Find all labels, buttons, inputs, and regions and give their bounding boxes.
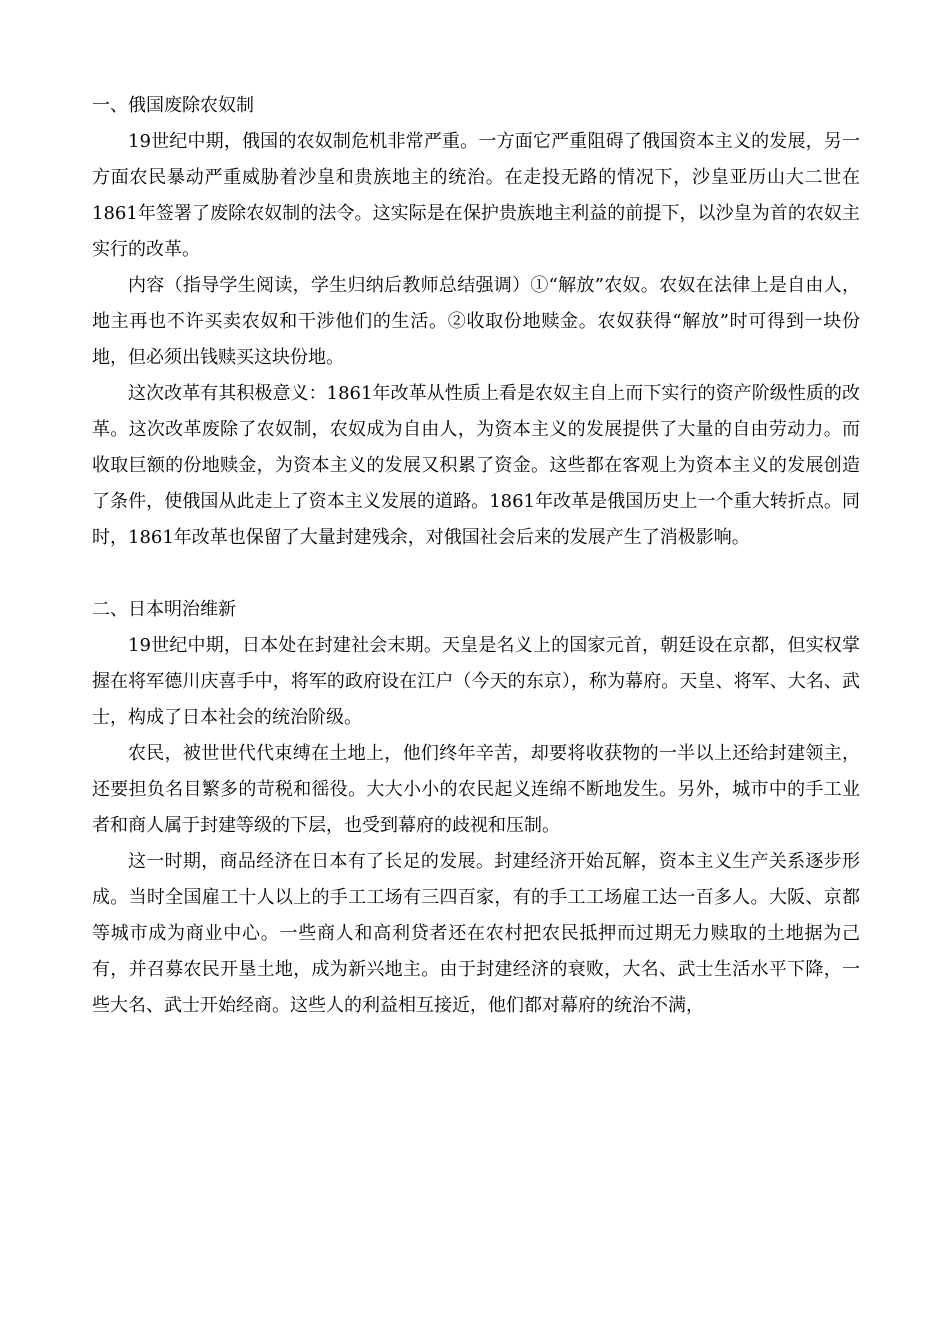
paragraph: 19世纪中期，俄国的农奴制危机非常严重。一方面它严重阻碍了俄国资本主义的发展，另一方面农民暴动严重威胁着沙皇和贵族地主的统治。在走投无路的情况下，沙皇亚历山大二世在1861年签署了废除农奴制的法令。这实际是在保护贵族地主利益的前提下，以沙皇为首的农奴主实行的改革。: [92, 131, 860, 260]
paragraph: 这次改革有其积极意义：1861年改革从性质上看是农奴主自上而下实行的资产阶级性质的改革。这次改革废除了农奴制，农奴成为自由人，为资本主义的发展提供了大量的自由劳动力。而收取巨额的份地赎金，为资本主义的发展又积累了资金。这些都在客观上为资本主义的发展创造了条件，使俄国从此走上了资本主义发展的道路。1861年改革是俄国历史上一个重大转折点。同时，1861年改革也保留了大量封建残余，对俄国社会后来的发展产生了消极影响。: [92, 383, 860, 548]
paragraph: 19世纪中期，日本处在封建社会末期。天皇是名义上的国家元首，朝廷设在京都，但实权掌握在将军德川庆喜手中，将军的政府设在江户（今天的东京），称为幕府。天皇、将军、大名、武士，构成了日本社会的统治阶级。: [92, 635, 860, 728]
paragraph: 内容（指导学生阅读，学生归纳后教师总结强调）①“解放”农奴。农奴在法律上是自由人，地主再也不许买卖农奴和干涉他们的生活。②收取份地赎金。农奴获得“解放”时可得到一块份地，但必须出钱赎买这块份地。: [92, 275, 860, 368]
paragraph: 农民，被世世代代束缚在土地上，他们终年辛苦，却要将收获物的一半以上还给封建领主，还要担负名目繁多的苛税和徭役。大大小小的农民起义连绵不断地发生。另外，城市中的手工业者和商人属于封建等级的下层，也受到幕府的歧视和压制。: [92, 743, 860, 836]
section-spacer: [92, 556, 860, 592]
section-heading: 一、俄国废除农奴制: [92, 95, 254, 116]
document-page: [92, 88, 860, 1024]
section-heading: 二、日本明治维新: [92, 599, 236, 620]
section-meiji-restoration: [92, 592, 860, 1024]
paragraph: 这一时期，商品经济在日本有了长足的发展。封建经济开始瓦解，资本主义生产关系逐步形成。当时全国雇工十人以上的手工工场有三四百家，有的手工工场雇工达一百多人。大阪、京都等城市成为商业中心。一些商人和高利贷者还在农村把农民抵押而过期无力赎取的土地据为己有，并召募农民开垦土地，成为新兴地主。由于封建经济的衰败，大名、武士生活水平下降，一些大名、武士开始经商。这些人的利益相互接近，他们都对幕府的统治不满，: [92, 851, 860, 1016]
section-russia-serfdom: [92, 88, 860, 556]
